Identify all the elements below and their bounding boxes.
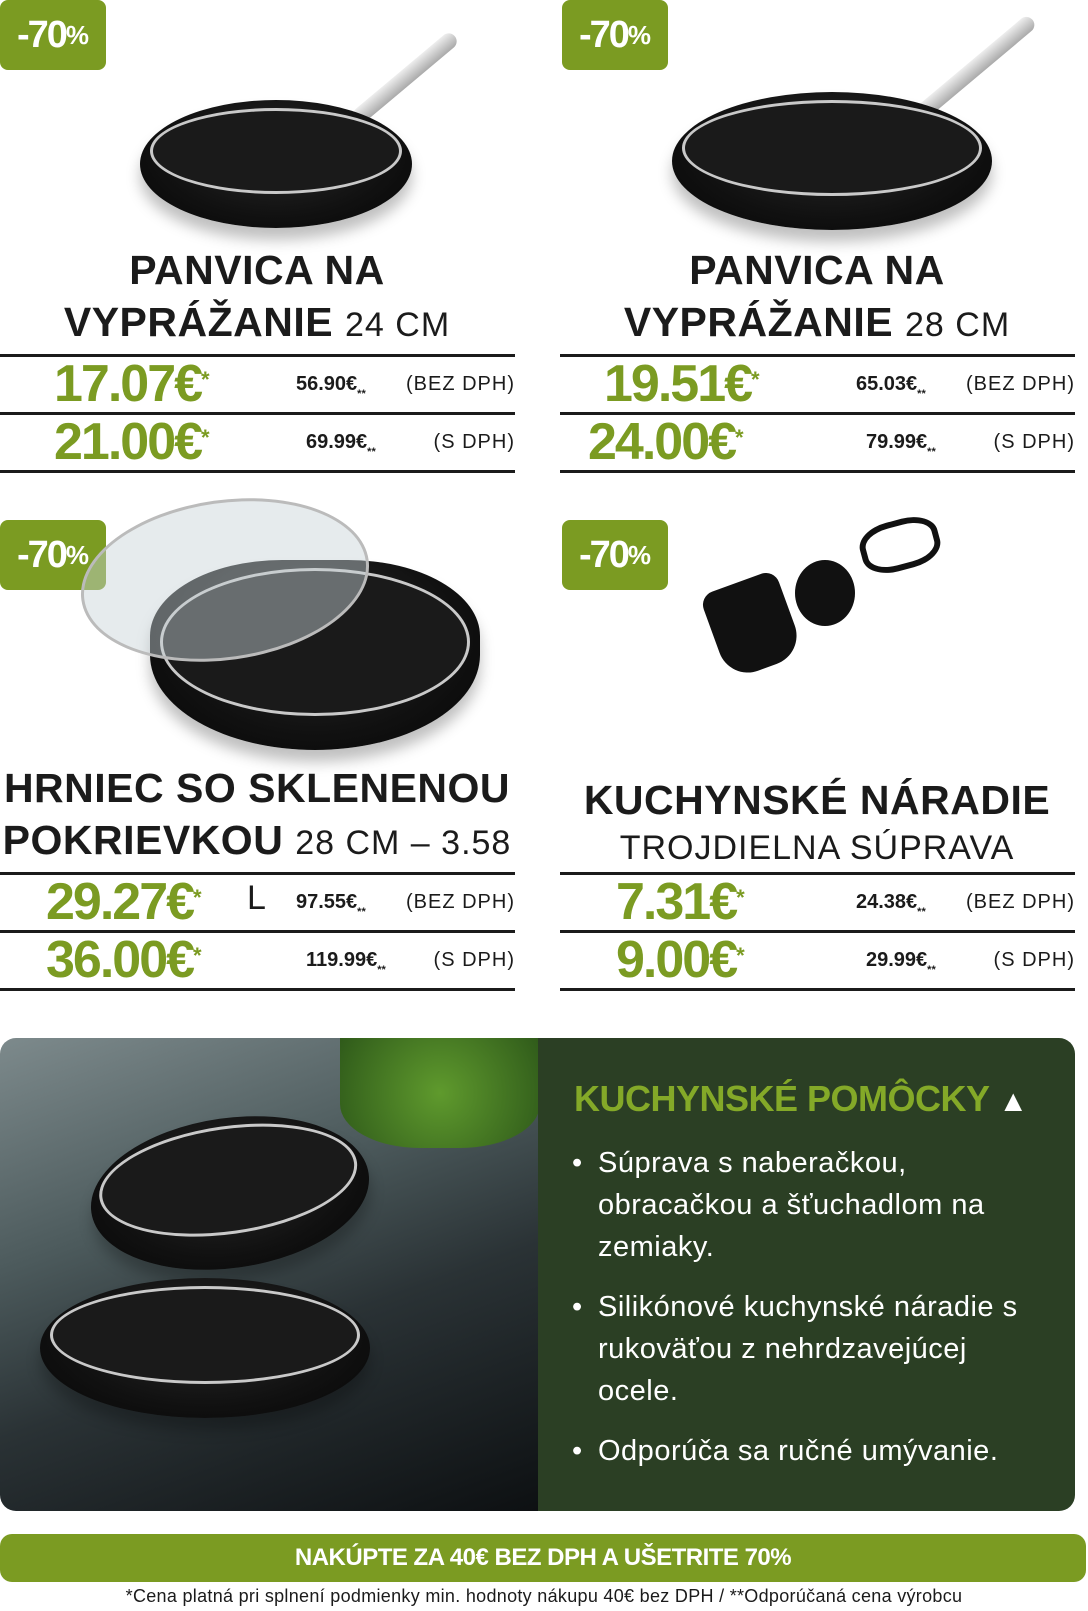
frying-pan-24-image <box>140 100 412 228</box>
frying-pan-photo <box>40 1278 370 1418</box>
discount-badge: -70 % <box>562 520 668 590</box>
footnote: *Cena platná pri splnení podmienky min. hodnoty nákupu 40€ bez DPH / **Odporúčaná cena výrobcu <box>125 1586 963 1606</box>
tax-label: (BEZ DPH) <box>406 891 515 913</box>
original-price: 79.99€** <box>866 431 936 458</box>
sale-price: 21.00€* <box>54 413 208 471</box>
original-price: 97.55€** <box>296 891 366 918</box>
frying-pan-photo <box>81 1099 379 1287</box>
original-price: 56.90€** <box>296 373 366 400</box>
pan-handle-image <box>350 30 460 126</box>
info-panel <box>538 1038 1075 1511</box>
sale-price: 17.07€* <box>54 355 208 413</box>
feature-item: • Súprava s naberačkou, obracačkou a šťuchadlom na zemiaky. <box>572 1142 1052 1268</box>
discount-badge: -70 % <box>0 0 106 70</box>
frying-pan-28-image <box>672 92 992 230</box>
sale-price: 19.51€* <box>604 355 758 413</box>
original-price: 24.38€** <box>856 891 926 918</box>
sale-price: 9.00€* <box>616 931 743 989</box>
product-title: PANVICA NA VYPRÁŽANIE 24 CM <box>63 247 451 345</box>
herbs-image <box>340 1038 540 1148</box>
original-price: 29.99€** <box>866 949 936 976</box>
sale-price: 7.31€* <box>616 873 743 931</box>
tax-label: (S DPH) <box>433 431 515 453</box>
spatula-image <box>699 569 805 681</box>
feature-item: • Odporúča sa ručné umývanie. <box>572 1430 1052 1472</box>
triangle-icon: ▲ <box>998 1085 1028 1118</box>
sale-price: 24.00€* <box>588 413 742 471</box>
product-title: KUCHYNSKÉ NÁRADIE TROJDIELNA SÚPRAVA <box>583 777 1051 867</box>
ladle-image <box>795 560 855 626</box>
tax-label: (S DPH) <box>433 949 515 971</box>
product-title: HRNIEC SO SKLENENOU POKRIEVKOU 28 CM – 3.58 L <box>2 765 512 917</box>
potato-masher-image <box>855 510 945 579</box>
discount-badge: -70 % <box>562 0 668 70</box>
tax-label: (BEZ DPH) <box>966 373 1075 395</box>
feature-item: • Silikónové kuchynské náradie s rukoväťou z nehrdzavejúcej ocele. <box>572 1286 1052 1412</box>
product-title: PANVICA NA VYPRÁŽANIE 28 CM <box>623 247 1011 345</box>
sale-price: 36.00€* <box>46 931 200 989</box>
panel-heading: KUCHYNSKÉ POMÔCKY ▲ <box>574 1078 1028 1119</box>
original-price: 65.03€** <box>856 373 926 400</box>
original-price: 119.99€** <box>306 949 386 976</box>
promo-banner: NAKÚPTE ZA 40€ BEZ DPH A UŠETRITE 70% <box>0 1534 1086 1582</box>
sale-price: 29.27€* <box>46 873 200 931</box>
original-price: 69.99€** <box>306 431 376 458</box>
tax-label: (S DPH) <box>993 431 1075 453</box>
discount-badge: -70 % <box>0 520 106 590</box>
tax-label: (BEZ DPH) <box>966 891 1075 913</box>
lifestyle-photo <box>0 1038 540 1511</box>
tax-label: (BEZ DPH) <box>406 373 515 395</box>
tax-label: (S DPH) <box>993 949 1075 971</box>
